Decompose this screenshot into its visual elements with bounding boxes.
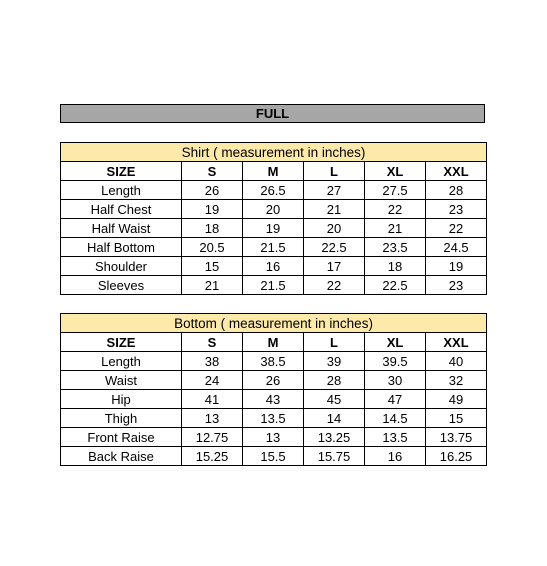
measurement-value: 24.5: [426, 238, 487, 257]
measurement-value: 21: [365, 219, 426, 238]
measurement-value: 28: [304, 371, 365, 390]
column-header: SIZE: [61, 333, 182, 352]
column-header: SIZE: [61, 162, 182, 181]
measurement-value: 18: [182, 219, 243, 238]
measurement-value: 20: [243, 200, 304, 219]
shirt-header-row: [61, 162, 487, 181]
measurement-value: 23: [426, 276, 487, 295]
measurement-value: 14.5: [365, 409, 426, 428]
measurement-label: Hip: [61, 390, 182, 409]
measurement-value: 39.5: [365, 352, 426, 371]
measurement-value: 21.5: [243, 238, 304, 257]
measurement-value: 19: [243, 219, 304, 238]
measurement-label: Sleeves: [61, 276, 182, 295]
measurement-value: 13: [243, 428, 304, 447]
table-row: [61, 257, 487, 276]
measurement-value: 47: [365, 390, 426, 409]
shirt-size-table: [60, 142, 487, 295]
measurement-value: 22: [365, 200, 426, 219]
column-header: XL: [365, 162, 426, 181]
measurement-value: 22: [426, 219, 487, 238]
measurement-value: 12.75: [182, 428, 243, 447]
measurement-value: 15: [182, 257, 243, 276]
measurement-value: 26.5: [243, 181, 304, 200]
bottom-table-caption: Bottom ( measurement in inches): [61, 314, 487, 333]
measurement-label: Length: [61, 352, 182, 371]
measurement-label: Half Chest: [61, 200, 182, 219]
measurement-value: 19: [182, 200, 243, 219]
measurement-value: 15.5: [243, 447, 304, 466]
table-row: [61, 447, 487, 466]
column-header: L: [304, 333, 365, 352]
measurement-label: Thigh: [61, 409, 182, 428]
measurement-value: 22.5: [365, 276, 426, 295]
shirt-caption-row: [61, 143, 487, 162]
measurement-value: 21: [304, 200, 365, 219]
measurement-value: 39: [304, 352, 365, 371]
measurement-label: Shoulder: [61, 257, 182, 276]
column-header: XXL: [426, 162, 487, 181]
measurement-value: 13.75: [426, 428, 487, 447]
measurement-label: Back Raise: [61, 447, 182, 466]
measurement-value: 20: [304, 219, 365, 238]
shirt-table-caption: Shirt ( measurement in inches): [61, 143, 487, 162]
measurement-value: 26: [243, 371, 304, 390]
measurement-value: 15.25: [182, 447, 243, 466]
measurement-value: 13.25: [304, 428, 365, 447]
table-row: [61, 428, 487, 447]
measurement-label: Waist: [61, 371, 182, 390]
table-row: [61, 238, 487, 257]
measurement-value: 17: [304, 257, 365, 276]
table-row: [61, 200, 487, 219]
table-row: [61, 276, 487, 295]
measurement-label: Half Waist: [61, 219, 182, 238]
full-title-bar: FULL: [60, 104, 485, 123]
measurement-value: 16: [243, 257, 304, 276]
measurement-value: 23: [426, 200, 487, 219]
measurement-value: 28: [426, 181, 487, 200]
table-row: [61, 352, 487, 371]
bottom-header-row: [61, 333, 487, 352]
column-header: L: [304, 162, 365, 181]
measurement-value: 13.5: [365, 428, 426, 447]
measurement-value: 20.5: [182, 238, 243, 257]
measurement-value: 30: [365, 371, 426, 390]
measurement-value: 23.5: [365, 238, 426, 257]
measurement-value: 14: [304, 409, 365, 428]
measurement-value: 19: [426, 257, 487, 276]
table-row: [61, 219, 487, 238]
measurement-value: 27.5: [365, 181, 426, 200]
measurement-value: 15: [426, 409, 487, 428]
measurement-value: 38.5: [243, 352, 304, 371]
measurement-value: 32: [426, 371, 487, 390]
measurement-value: 26: [182, 181, 243, 200]
bottom-size-table: [60, 313, 487, 466]
measurement-label: Half Bottom: [61, 238, 182, 257]
measurement-value: 22.5: [304, 238, 365, 257]
measurement-value: 15.75: [304, 447, 365, 466]
table-row: [61, 409, 487, 428]
table-row: [61, 371, 487, 390]
measurement-value: 45: [304, 390, 365, 409]
column-header: M: [243, 162, 304, 181]
column-header: S: [182, 162, 243, 181]
measurement-label: Length: [61, 181, 182, 200]
column-header: S: [182, 333, 243, 352]
bottom-caption-row: [61, 314, 487, 333]
table-row: [61, 181, 487, 200]
measurement-value: 27: [304, 181, 365, 200]
measurement-value: 21: [182, 276, 243, 295]
measurement-value: 21.5: [243, 276, 304, 295]
measurement-value: 24: [182, 371, 243, 390]
measurement-value: 13.5: [243, 409, 304, 428]
column-header: M: [243, 333, 304, 352]
measurement-value: 13: [182, 409, 243, 428]
measurement-value: 41: [182, 390, 243, 409]
measurement-value: 22: [304, 276, 365, 295]
measurement-value: 43: [243, 390, 304, 409]
measurement-label: Front Raise: [61, 428, 182, 447]
measurement-value: 18: [365, 257, 426, 276]
table-row: [61, 390, 487, 409]
measurement-value: 49: [426, 390, 487, 409]
measurement-value: 16.25: [426, 447, 487, 466]
column-header: XXL: [426, 333, 487, 352]
column-header: XL: [365, 333, 426, 352]
measurement-value: 40: [426, 352, 487, 371]
measurement-value: 38: [182, 352, 243, 371]
measurement-value: 16: [365, 447, 426, 466]
